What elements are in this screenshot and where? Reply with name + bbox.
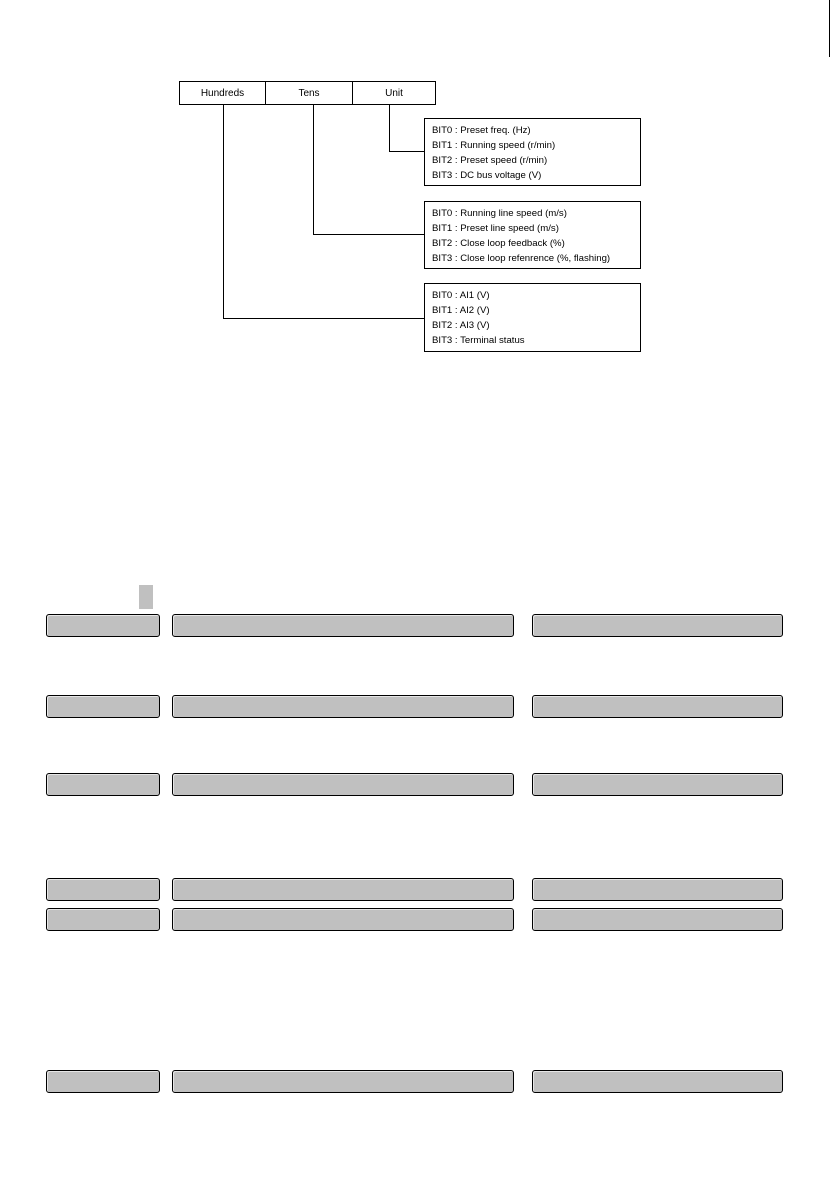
unit-bits-box	[424, 118, 641, 186]
tens-bit1: BIT1 : Preset line speed (m/s)	[432, 223, 559, 234]
param-range-cell	[532, 878, 783, 901]
param-name-cell	[172, 695, 514, 718]
param-range-cell	[532, 908, 783, 931]
tens-connector-horizontal	[313, 234, 425, 235]
unit-bit0: BIT0 : Preset freq. (Hz)	[432, 125, 531, 136]
param-name-cell	[172, 1070, 514, 1093]
parameter-row	[46, 908, 783, 931]
parameter-row	[46, 1070, 783, 1093]
tens-bit3: BIT3 : Close loop refenrence (%, flashing)	[432, 253, 611, 264]
section-marker	[139, 585, 153, 609]
parameter-row	[46, 773, 783, 796]
param-name-cell	[172, 614, 514, 637]
param-range-cell	[532, 695, 783, 718]
digit-unit-box	[352, 81, 436, 105]
digit-tens-box	[265, 81, 353, 105]
tens-bit2: BIT2 : Close loop feedback (%)	[432, 238, 565, 249]
unit-connector-horizontal	[389, 151, 425, 152]
digit-tens-label: Tens	[298, 87, 320, 99]
param-range-cell	[532, 1070, 783, 1093]
unit-bit3: BIT3 : DC bus voltage (V)	[432, 170, 542, 181]
param-code-cell	[46, 908, 160, 931]
parameter-row	[46, 695, 783, 718]
param-code-cell	[46, 614, 160, 637]
tens-connector-vertical	[313, 105, 314, 234]
param-name-cell	[172, 878, 514, 901]
page-edge-mark	[829, 0, 830, 57]
param-range-cell	[532, 614, 783, 637]
param-code-cell	[46, 878, 160, 901]
hundreds-bit3: BIT3 : Terminal status	[432, 335, 525, 346]
hundreds-connector-horizontal	[223, 318, 425, 319]
param-name-cell	[172, 773, 514, 796]
hundreds-bit0: BIT0 : AI1 (V)	[432, 290, 490, 301]
parameter-row	[46, 614, 783, 637]
param-code-cell	[46, 695, 160, 718]
unit-bit1: BIT1 : Running speed (r/min)	[432, 140, 556, 151]
hundreds-connector-vertical	[223, 105, 224, 318]
param-name-cell	[172, 908, 514, 931]
tens-bit0: BIT0 : Running line speed (m/s)	[432, 208, 567, 219]
hundreds-bit2: BIT2 : AI3 (V)	[432, 320, 490, 331]
digit-hundreds-label: Hundreds	[200, 87, 245, 99]
digit-hundreds-box	[179, 81, 266, 105]
parameter-row	[46, 878, 783, 901]
param-range-cell	[532, 773, 783, 796]
digit-unit-label: Unit	[385, 87, 403, 99]
param-code-cell	[46, 1070, 160, 1093]
unit-bit2: BIT2 : Preset speed (r/min)	[432, 155, 548, 166]
param-code-cell	[46, 773, 160, 796]
unit-connector-vertical	[389, 105, 390, 152]
hundreds-bits-box	[424, 283, 641, 352]
tens-bits-box	[424, 201, 641, 269]
hundreds-bit1: BIT1 : AI2 (V)	[432, 305, 490, 316]
